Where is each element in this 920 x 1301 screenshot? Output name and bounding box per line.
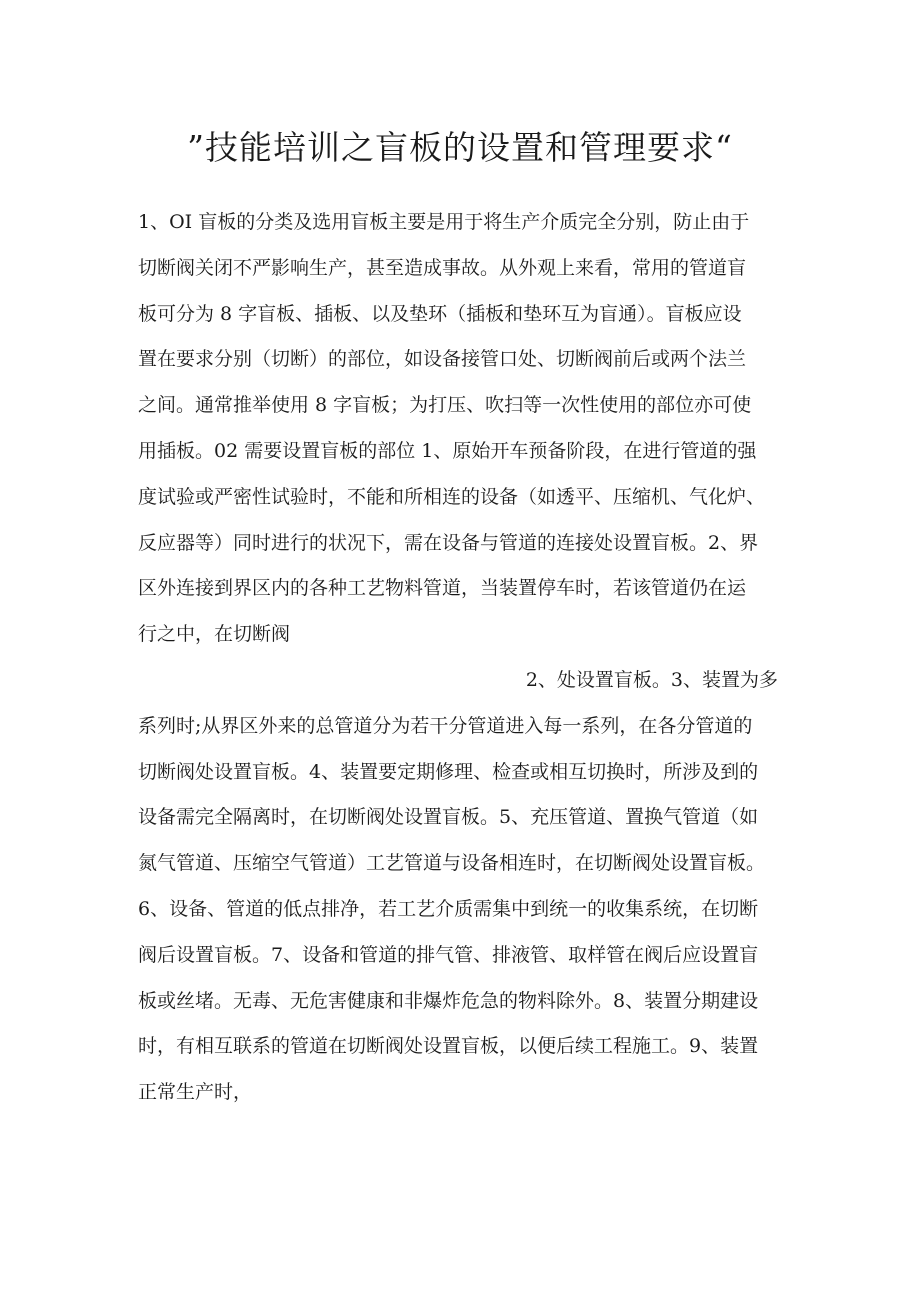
body-line: 1、OI 盲板的分类及选用盲板主要是用于将生产介质完全分别，防止由于: [138, 211, 750, 233]
body-line: 行之中，在切断阀: [138, 623, 291, 646]
body-line: 之间。通常推举使用 8 字盲板；为打压、吹扫等一次性使用的部位亦可使: [138, 394, 752, 417]
body-line: 置在要求分别（切断）的部位，如设备接管口处、切断阀前后或两个法兰: [138, 348, 747, 371]
body-line: 时，有相互联系的管道在切断阀处设置盲板，以便后续工程施工。9、装置: [138, 1035, 759, 1058]
body-line: 度试验或严密性试验时，不能和所相连的设备（如透平、压缩机、气化炉、: [138, 485, 766, 508]
body-line-right-aligned: 2、处设置盲板。3、装置为多: [525, 668, 778, 691]
body-line: 阀后设置盲板。7、设备和管道的排气管、排液管、取样管在阀后应设置盲: [138, 943, 759, 966]
body-line: 正常生产时，: [138, 1081, 253, 1104]
body-line: 氮气管道、压缩空气管道）工艺管道与设备相连时，在切断阀处设置盲板。: [138, 852, 766, 875]
body-line: 板或丝堵。无毒、无危害健康和非爆炸危急的物料除外。8、装置分期建设: [138, 989, 759, 1012]
body-line: 反应器等）同时进行的状况下，需在设备与管道的连接处设置盲板。2、界: [138, 531, 759, 554]
document-title: ”技能培训之盲板的设置和管理要求“: [187, 128, 733, 167]
body-line: 系列时;从界区外来的总管道分为若干分管道进入每一系列，在各分管道的: [138, 714, 753, 737]
body-line: 板可分为 8 字盲板、插板、以及垫环（插板和垫环互为盲通）。盲板应设: [138, 302, 742, 325]
body-line: 切断阀关闭不严影响生产，甚至造成事故。从外观上来看，常用的管道盲: [138, 256, 747, 279]
body-line: 区外连接到界区内的各种工艺物料管道，当装置停车时，若该管道仍在运: [138, 577, 747, 600]
body-line: 6、设备、管道的低点排净，若工艺介质需集中到统一的收集系统，在切断: [138, 897, 759, 920]
document-body: [138, 200, 798, 1116]
body-line: 设备需完全隔离时，在切断阀处设置盲板。5、充压管道、置换气管道（如: [138, 806, 759, 829]
body-line: 切断阀处设置盲板。4、装置要定期修理、检查或相互切换时，所涉及到的: [138, 760, 759, 783]
body-line: 用插板。02 需要设置盲板的部位 1、原始开车预备阶段，在进行管道的强: [138, 439, 757, 462]
